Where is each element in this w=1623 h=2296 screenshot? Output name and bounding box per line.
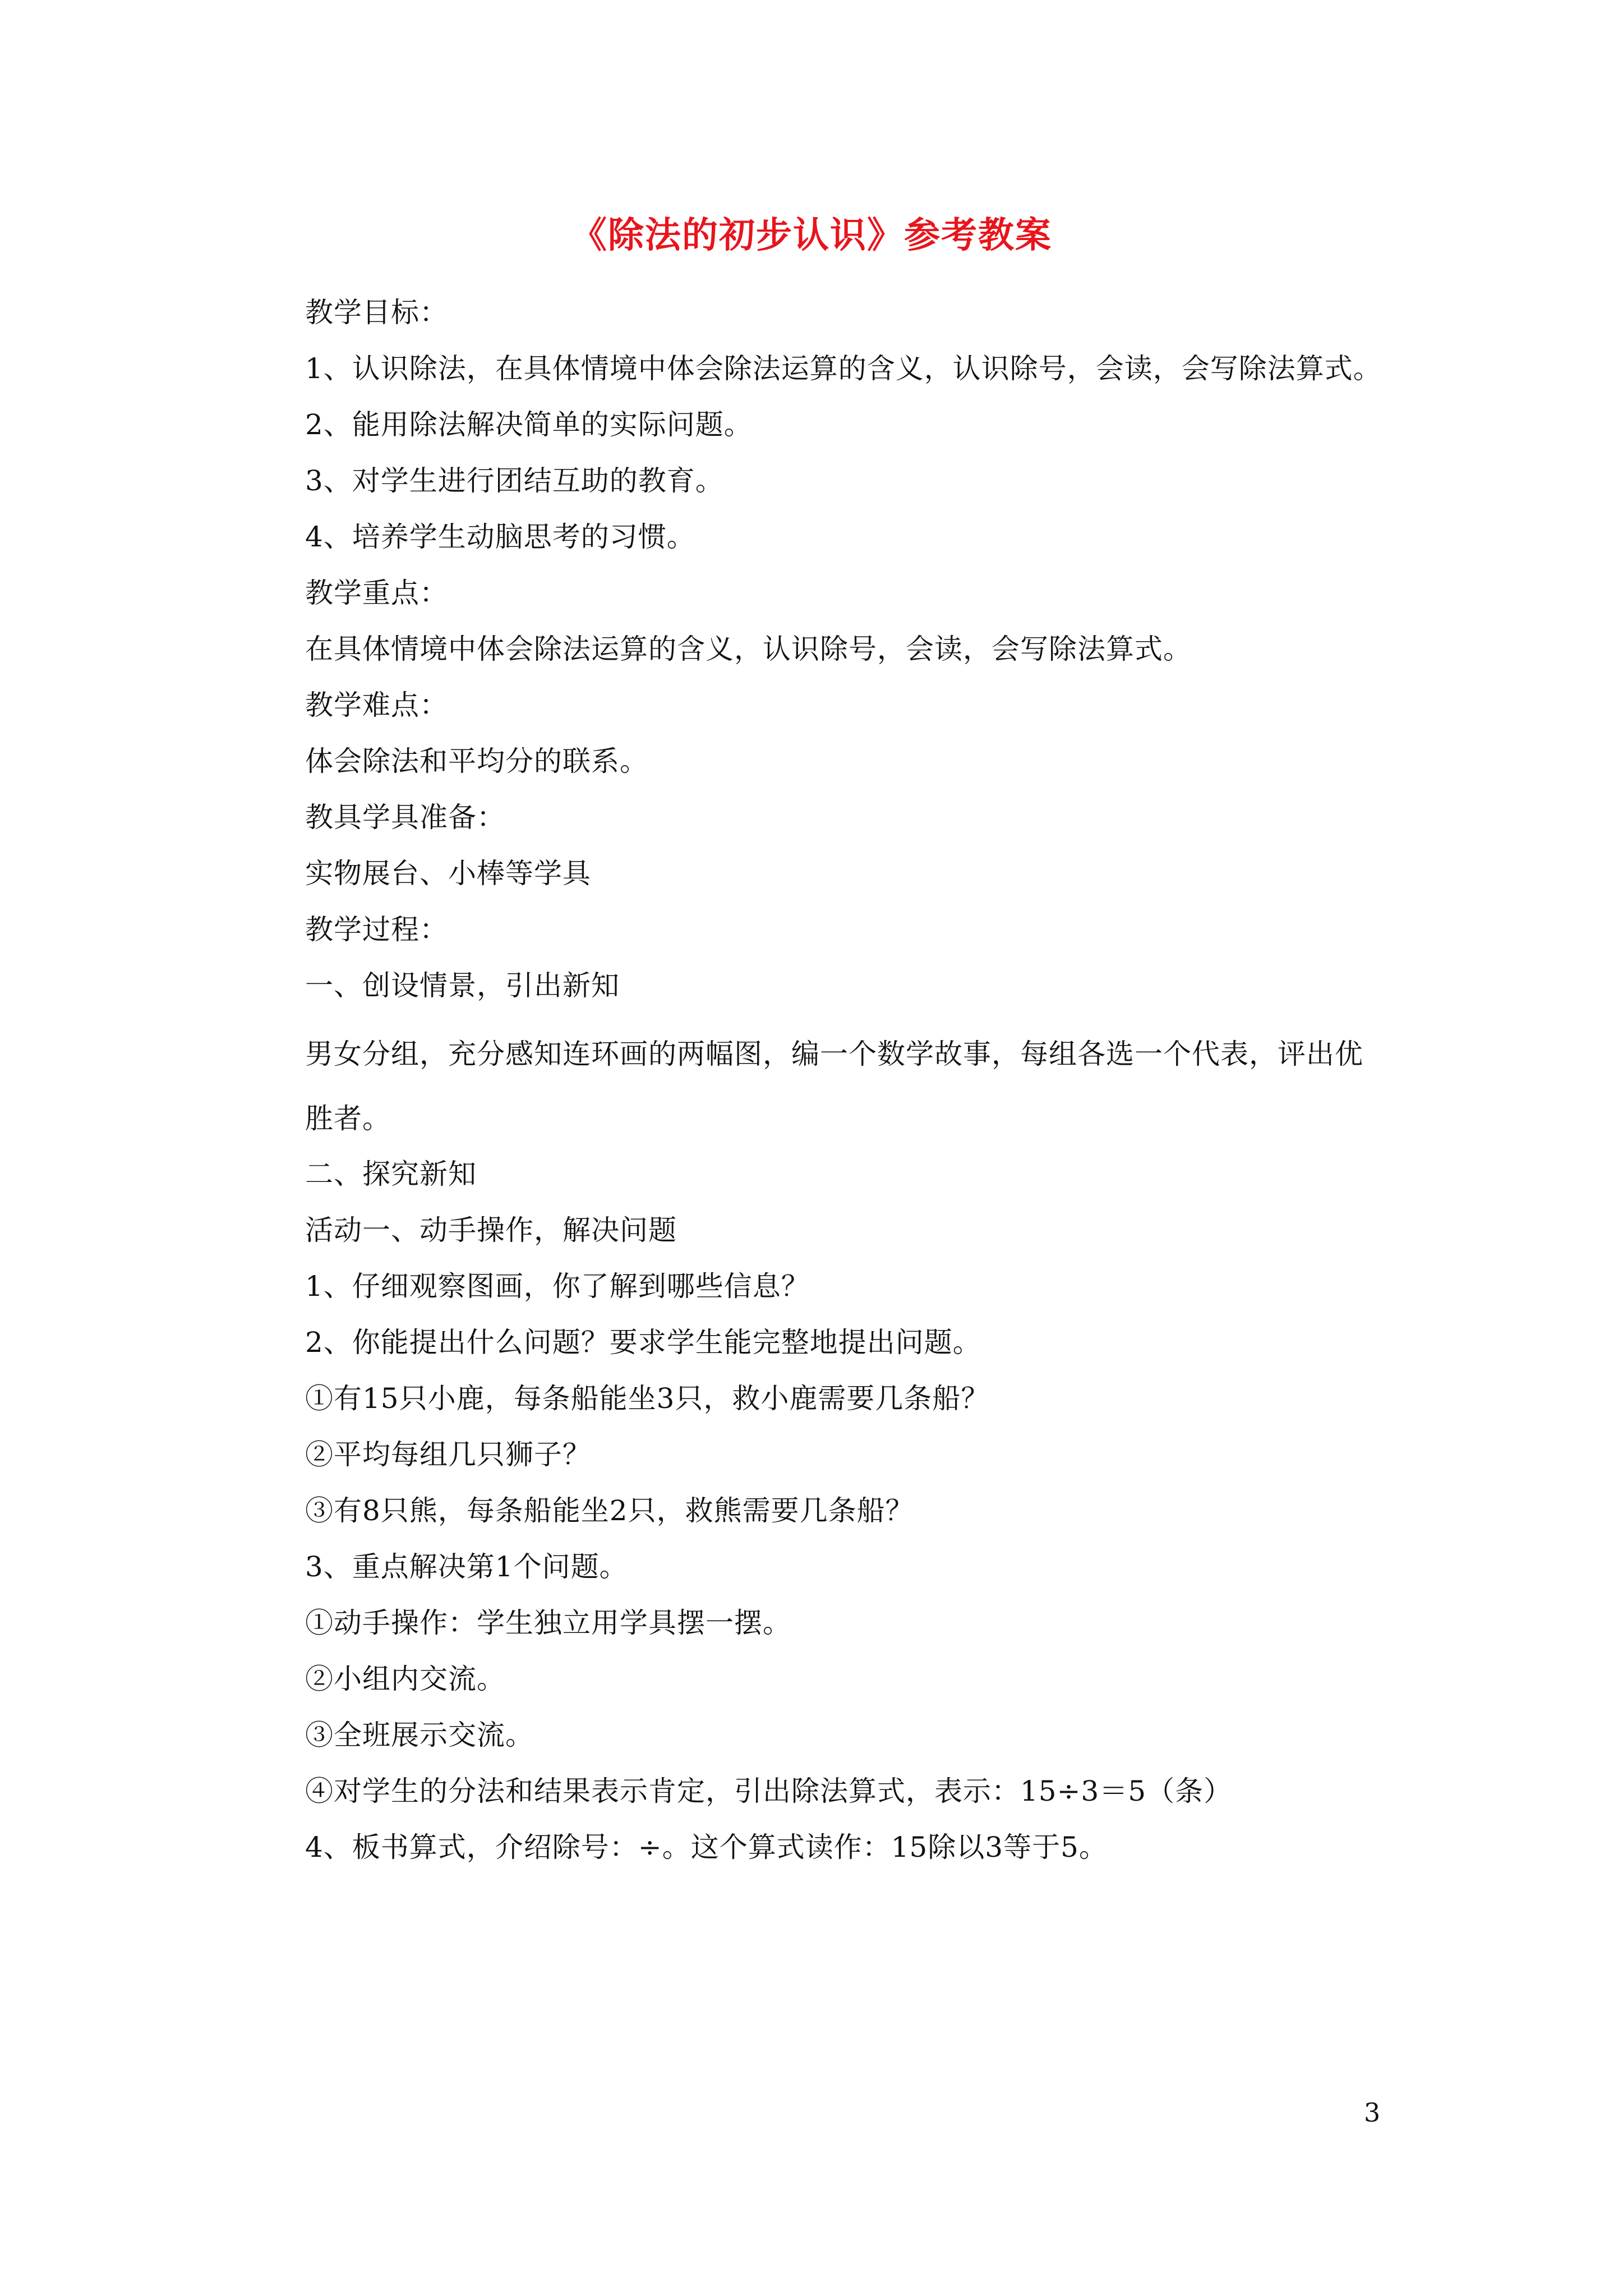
paragraph-step-2: 2、你能提出什么问题？要求学生能完整地提出问题。 (305, 1326, 981, 1359)
paragraph-step-4: 4、板书算式，介绍除号：÷。这个算式读作：15除以3等于5。 (305, 1831, 1108, 1864)
paragraph-process-heading: 教学过程： (305, 913, 448, 946)
paragraph-substep-4: ④对学生的分法和结果表示肯定，引出除法算式，表示：15÷3＝5（条） (305, 1775, 1233, 1807)
paragraph-objective-1: 1、认识除法，在具体情境中体会除法运算的含义，认识除号，会读，会写除法算式。 (305, 352, 1382, 385)
document-body (247, 293, 1380, 1884)
paragraph-section-1-heading: 一、创设情景，引出新知 (305, 969, 620, 1002)
paragraph-objective-3: 3、对学生进行团结互助的教育。 (305, 464, 724, 497)
document-title: 《除法的初步认识》参考教案 (571, 214, 1052, 256)
paragraph-activity-1-heading: 活动一、动手操作，解决问题 (305, 1214, 677, 1246)
paragraph-section-1-text: 男女分组，充分感知连环画的两幅图，编一个数学故事，每组各选一个代表，评出优胜者。 (305, 1038, 1363, 1135)
paragraph-difficulties-heading: 教学难点： (305, 689, 448, 721)
paragraph-key-points-heading: 教学重点： (305, 577, 448, 609)
paragraph-question-1: ①有15只小鹿，每条船能坐3只，救小鹿需要几条船？ (305, 1382, 990, 1415)
paragraph-step-3: 3、重点解决第1个问题。 (305, 1550, 628, 1583)
paragraph-materials: 实物展台、小棒等学具 (305, 857, 591, 890)
paragraph-question-2: ②平均每组几只狮子？ (305, 1438, 591, 1471)
paragraph-question-3: ③有8只熊，每条船能坐2只，救熊需要几条船？ (305, 1494, 914, 1527)
paragraph-substep-2: ②小组内交流。 (305, 1663, 505, 1695)
paragraph-objectives-heading: 教学目标： (305, 296, 448, 329)
paragraph-objective-4: 4、培养学生动脑思考的习惯。 (305, 521, 695, 553)
paragraph-substep-3: ③全班展示交流。 (305, 1719, 534, 1751)
paragraph-step-1: 1、仔细观察图画，你了解到哪些信息？ (305, 1270, 810, 1303)
paragraph-materials-heading: 教具学具准备： (305, 801, 505, 834)
paragraph-substep-1: ①动手操作：学生独立用学具摆一摆。 (305, 1607, 791, 1639)
page-number: 3 (1364, 2097, 1381, 2128)
paragraph-section-2-heading: 二、探究新知 (305, 1158, 477, 1190)
paragraph-key-points: 在具体情境中体会除法运算的含义，认识除号，会读，会写除法算式。 (305, 633, 1192, 665)
paragraph-objective-2: 2、能用除法解决简单的实际问题。 (305, 408, 753, 441)
paragraph-difficulties: 体会除法和平均分的联系。 (305, 745, 648, 777)
